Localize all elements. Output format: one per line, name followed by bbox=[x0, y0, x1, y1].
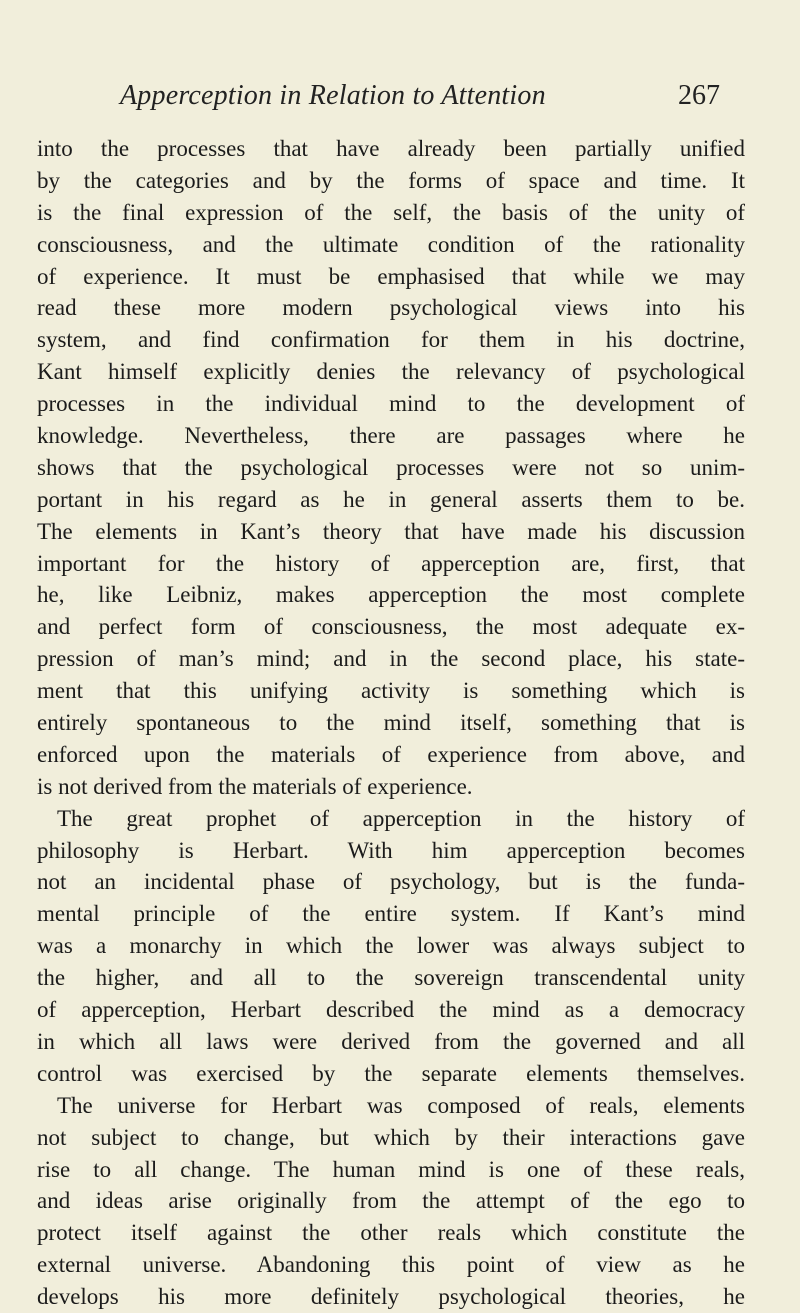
text-line: was a monarchy in which the lower was always subject to bbox=[37, 933, 745, 959]
text-line: The universe for Herbart was composed of reals, elements bbox=[57, 1092, 745, 1118]
text-line: system, and find confirmation for them in his doctrine, bbox=[37, 327, 745, 353]
text-line: and perfect form of consciousness, the most adequate ex- bbox=[37, 614, 745, 640]
text-line: entirely spontaneous to the mind itself, something that is bbox=[37, 710, 745, 736]
text-line: into the processes that have already been partially unified bbox=[37, 136, 745, 161]
text-line: pression of man’s mind; and in the second place, his state- bbox=[37, 646, 745, 672]
text-line: rise to all change. The human mind is one of these reals, bbox=[37, 1156, 745, 1182]
text-line: the higher, and all to the sovereign transcendental unity bbox=[37, 965, 745, 991]
running-title: Apperception in Relation to Attention bbox=[120, 80, 546, 111]
text-line: external universe. Abandoning this point of view as he bbox=[37, 1252, 745, 1278]
text-line: mental principle of the entire system. If Kant’s mind bbox=[37, 901, 745, 927]
text-line: of apperception, Herbart described the mind as a democracy bbox=[37, 997, 745, 1023]
text-line: philosophy is Herbart. With him apperception becomes bbox=[37, 837, 745, 863]
text-line: is not derived from the materials of experience. bbox=[37, 773, 473, 799]
text-line: important for the history of apperception are, first, that bbox=[37, 550, 745, 576]
text-line: Kant himself explicitly denies the relevancy of psychological bbox=[37, 359, 745, 385]
text-line: and ideas arise originally from the attempt of the ego to bbox=[37, 1188, 745, 1214]
text-line: enforced upon the materials of experience from above, and bbox=[37, 741, 745, 767]
text-line: knowledge. Nevertheless, there are passages where he bbox=[37, 423, 745, 449]
running-head bbox=[120, 80, 720, 120]
text-line: in which all laws were derived from the governed and all bbox=[37, 1028, 745, 1054]
text-line: processes in the individual mind to the development of bbox=[37, 391, 745, 417]
page-number: 267 bbox=[678, 80, 720, 111]
text-line: shows that the psychological processes were not so unim- bbox=[37, 454, 745, 480]
text-line: is the final expression of the self, the basis of the unity of bbox=[37, 199, 745, 225]
text-line: protect itself against the other reals which constitute the bbox=[37, 1220, 745, 1246]
text-line: control was exercised by the separate elements themselves. bbox=[37, 1060, 745, 1086]
text-line: The elements in Kant’s theory that have made his discussion bbox=[37, 518, 745, 544]
text-line: not subject to change, but which by their interactions gave bbox=[37, 1124, 745, 1150]
text-line: he, like Leibniz, makes apperception the most complete bbox=[37, 582, 745, 608]
text-line: not an incidental phase of psychology, but is the funda- bbox=[37, 869, 745, 895]
body-text bbox=[37, 133, 745, 1313]
text-line: read these more modern psychological views into his bbox=[37, 295, 745, 321]
text-line: by the categories and by the forms of space and time. It bbox=[37, 167, 745, 193]
text-line: of experience. It must be emphasised that while we may bbox=[37, 263, 745, 289]
text-line: develops his more definitely psychological theories, he bbox=[37, 1284, 745, 1310]
text-line: consciousness, and the ultimate condition of the rationality bbox=[37, 231, 745, 257]
text-line: ment that this unifying activity is something which is bbox=[37, 678, 745, 704]
text-line: The great prophet of apperception in the history of bbox=[57, 805, 745, 831]
text-line: portant in his regard as he in general asserts them to be. bbox=[37, 486, 745, 512]
